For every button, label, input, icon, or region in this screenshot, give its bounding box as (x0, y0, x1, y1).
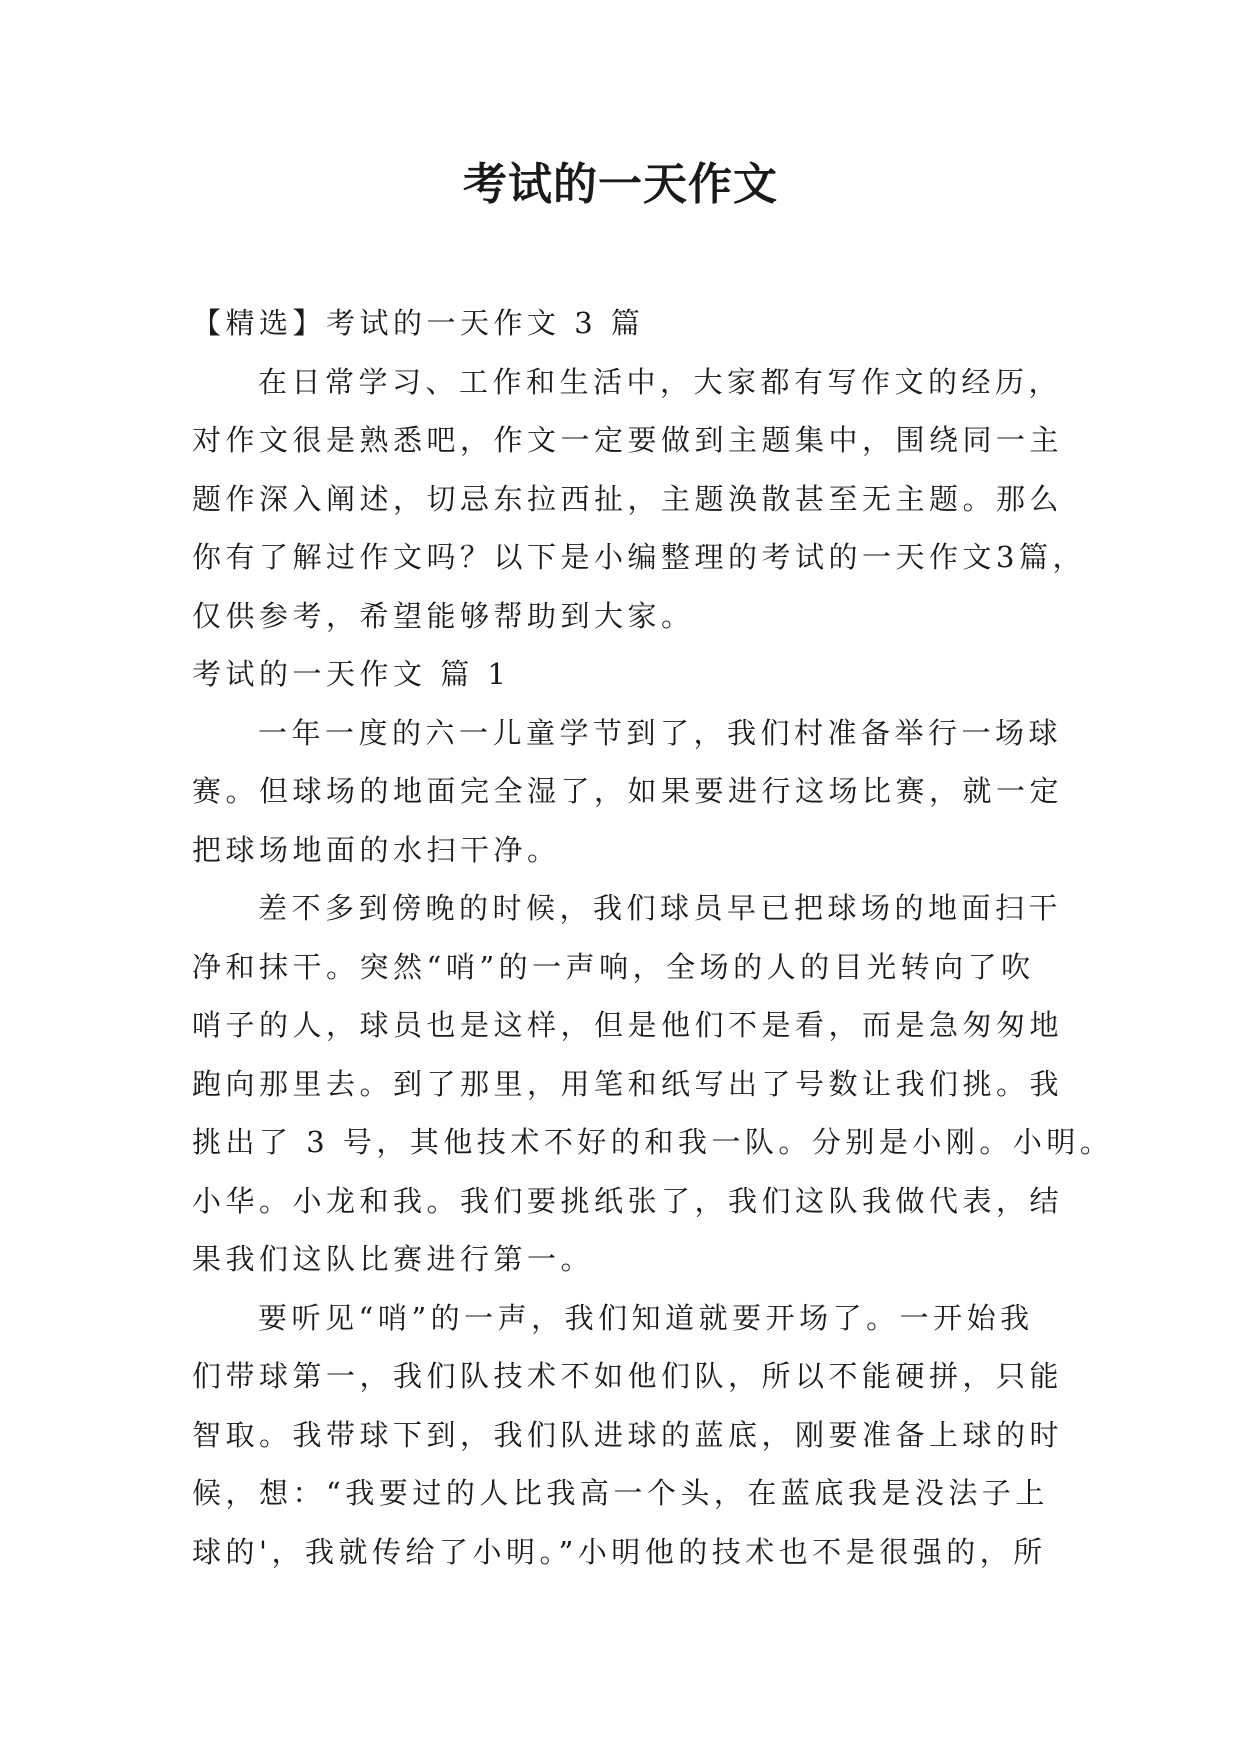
paragraph-line: 净和抹干。突然“哨”的一声响，全场的人的目光转向了吹 (192, 949, 1035, 984)
paragraph-line: 球的'，我就传给了小明。”小明他的技术也不是很强的，所 (192, 1534, 1047, 1569)
document-body (192, 294, 1114, 1581)
paragraph-line: 要听见“哨”的一声，我们知道就要开场了。一开始我 (258, 1300, 1034, 1335)
subtitle-line: 【精选】考试的一天作文 3 篇 (192, 306, 645, 340)
section-heading: 考试的一天作文 篇 1 (192, 657, 511, 691)
paragraph-line: 候，想：“我要过的人比我高一个头，在蓝底我是没法子上 (192, 1476, 1049, 1510)
paragraph-line: 哨子的人，球员也是这样，但是他们不是看，而是急匆匆地 (192, 1008, 1064, 1042)
paragraph-line: 挑出了 3 号，其他技术不好的和我一队。分别是小刚。小明。 (192, 1125, 1114, 1159)
page-title: 考试的一天作文 (463, 159, 778, 210)
paragraph-line: 一年一度的六一儿童学节到了，我们村准备举行一场球 (258, 715, 1063, 750)
paragraph-line: 赛。但球场的地面完全湿了，如果要进行这场比赛，就一定 (192, 774, 1064, 808)
paragraph-line: 们带球第一，我们队技术不如他们队，所以不能硬拼，只能 (192, 1359, 1064, 1393)
paragraph-line: 智取。我带球下到，我们队进球的蓝底，刚要准备上球的时 (192, 1417, 1064, 1452)
paragraph-line: 差不多到傍晚的时候，我们球员早已把球场的地面扫干 (258, 891, 1063, 925)
paragraph-line: 果我们这队比赛进行第一。 (192, 1242, 595, 1276)
paragraph-line: 把球场地面的水扫干净。 (192, 832, 561, 867)
paragraph-line: 跑向那里去。到了那里，用笔和纸写出了号数让我们挑。我 (192, 1066, 1064, 1101)
paragraph-line: 题作深入阐述，切忌东拉西扯，主题涣散甚至无主题。那么 (192, 481, 1064, 516)
paragraph-line: 在日常学习、工作和生活中，大家都有写作文的经历， (258, 364, 1063, 399)
paragraph-line: 你有了解过作文吗？以下是小编整理的考试的一天作文3篇， (192, 540, 1086, 574)
paragraph-line: 小华。小龙和我。我们要挑纸张了，我们这队我做代表，结 (192, 1183, 1064, 1218)
paragraph-line: 仅供参考，希望能够帮助到大家。 (192, 598, 695, 633)
paragraph-line: 对作文很是熟悉吧，作文一定要做到主题集中，围绕同一主 (192, 423, 1064, 457)
